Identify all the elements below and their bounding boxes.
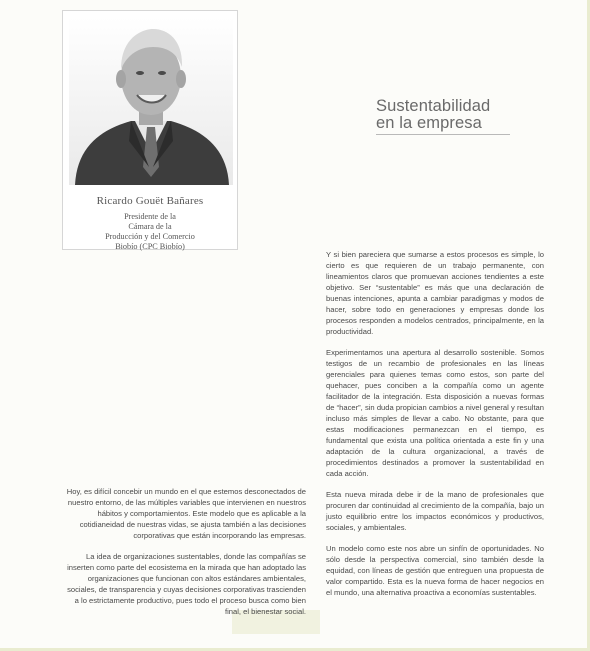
paragraph: Esta nueva mirada debe ir de la mano de profesionales que procuren dar continuidad al crecimiento de la compañía, bajo un justo equilibrio entre los impactos económicos y productivos, sociales, y ambientales. <box>326 490 544 532</box>
paragraph: Hoy, es difícil concebir un mundo en el que estemos desconectados de nuestro entorno, de las múltiples variables que intervienen en nuestros hábitos y comportamientos. Este modelo que es aplicable a la cotidianeidad de nuestras vidas, se ajusta también a las decisiones corporativas que están incorporando las empresas. <box>66 487 306 540</box>
paragraph: Experimentamos una apertura al desarrollo sostenible. Somos testigos de un recambio de profesionales en las líneas gerenciales para quienes temas como estos, son parte del quehacer, pues conciben a la compañía como un agente facilitador de la integración. Esta disposición a nuevas formas de “hacer”, sin duda propician cambios a nivel general y resultan incluso más simples de llevar a cabo. No obstante, para que estas modificaciones permanezcan en el tiempo, es fundamental que exista una política orientada a este fin y una adaptación de la cultura organizacional, a través de procedimientos destinados a promover la sustentabilidad en cada acción. <box>326 348 544 478</box>
portrait-photo <box>69 17 233 185</box>
paragraph: La idea de organizaciones sustentables, donde las compañías se inserten como parte del ecosistema en la mirada que han adoptado las organizaciones que funcionan con altos estándares ambientales, sociales, de transparencia y cuyas decisiones corporativas trascienden a lo estrictamente productivo, pues todo el proceso busca como bien final, el bienestar social. <box>67 552 306 616</box>
title-line-1: Sustentabilidad <box>376 97 491 115</box>
role-line: Presidente de la <box>124 212 176 221</box>
paragraph: Un modelo como este nos abre un sinfín de oportunidades. No sólo desde la perspectiva comercial, sino también desde la equidad, con líneas de gestión que entreguen una propuesta de valor compartido. Esta es la nueva forma de hacer negocios en el mundo, una alternativa proactiva a economías sustentables. <box>326 544 544 597</box>
person-name: Ricardo Gouët Bañares <box>96 195 204 207</box>
title-line-2: en la empresa <box>376 114 482 132</box>
role-line: Biobío (CPC Biobío) <box>115 242 185 251</box>
role-line: Producción y del Comercio <box>105 232 195 241</box>
right-column <box>318 249 544 608</box>
paragraph: Y si bien pareciera que sumarse a estos procesos es simple, lo cierto es que requieren de un trabajo permanente, con lineamientos claros que promuevan acciones tendientes a este objetivo. Ser “sustentable” es más que una declaración de buenas intenciones, apunta a cambiar paradigmas y modos de hacer, sobre todo en generaciones y empresas donde los procesos responden a modelos centrados, principalmente, en la productividad. <box>326 250 544 336</box>
left-column <box>62 486 306 627</box>
title-underline <box>376 134 510 135</box>
person-role <box>63 212 237 252</box>
article-title <box>376 98 516 135</box>
role-line: Cámara de la <box>128 222 172 231</box>
portrait-card <box>62 10 238 250</box>
